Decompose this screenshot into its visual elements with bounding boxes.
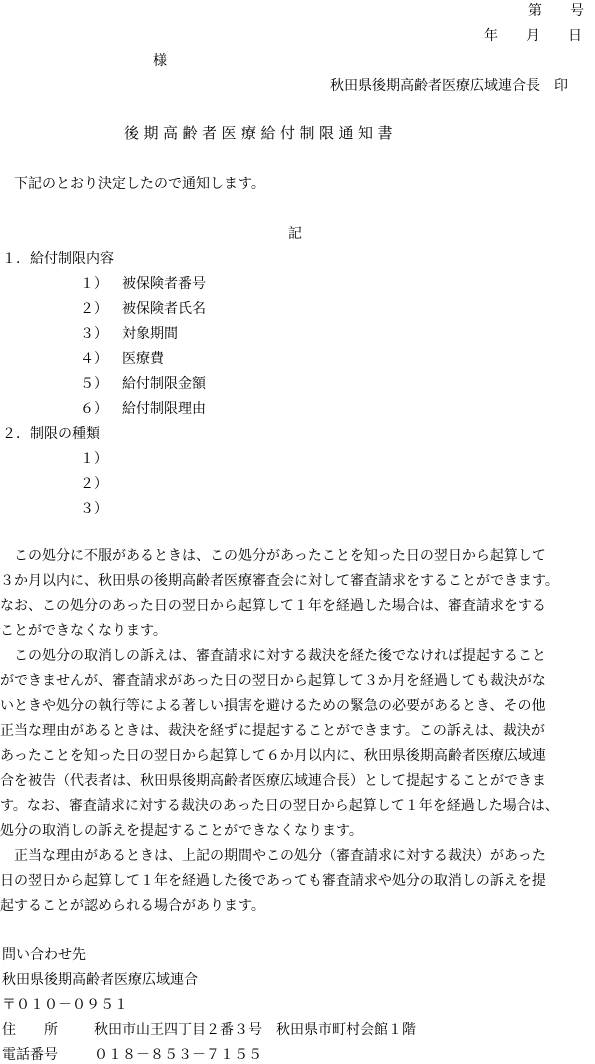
date-label: 年 月 日	[484, 28, 582, 44]
section1-item-label: 被保険者氏名	[122, 301, 206, 317]
notice-line: ことができなくなります。	[0, 623, 167, 639]
section1-item-label: 被保険者番号	[122, 276, 206, 292]
section1-item-label: 対象期間	[122, 326, 178, 342]
notice-paragraph-2	[0, 649, 595, 849]
notice-line: なお、この処分のあった日の翌日から起算して１年を経過した場合は、審査請求をする	[0, 598, 546, 614]
contact-org: 秋田県後期高齢者医療広域連合	[2, 972, 198, 988]
section2-item-num: ２）	[80, 476, 108, 492]
contact-phone-label: 電話番号	[2, 1047, 58, 1063]
recipient-honorific: 様	[153, 53, 167, 69]
section2-heading: ２．制限の種類	[2, 426, 100, 442]
document-number-label: 第 号	[528, 3, 584, 19]
notice-line: あったことを知った日の翌日から起算して６か月以内に、秋田県後期高齢者医療広域連	[0, 748, 546, 764]
ki-label: 記	[288, 226, 302, 242]
section2-item-num: １）	[80, 451, 108, 467]
intro-text: 下記のとおり決定したので通知します。	[14, 176, 265, 192]
section1-item-num: ６）	[80, 401, 108, 417]
notice-line: 日の翌日から起算して１年を経過した後であっても審査請求や処分の取消しの訴えを提	[0, 873, 546, 889]
section1-item-label: 医療費	[122, 351, 164, 367]
contact-heading: 問い合わせ先	[2, 947, 86, 963]
sender-name: 秋田県後期高齢者医療広域連合長 印	[330, 78, 568, 94]
notice-line: 起することが認められる場合があります。	[0, 898, 265, 914]
notice-line: この処分に不服があるときは、この処分があったことを知った日の翌日から起算して	[0, 548, 546, 564]
notice-line: いときや処分の執行等による著しい損害を避けるための緊急の必要があるとき、その他	[0, 698, 546, 714]
section1-item-num: ５）	[80, 376, 108, 392]
section1-item-num: ４）	[80, 351, 108, 367]
section1-item-num: １）	[80, 276, 108, 292]
notice-line: 正当な理由があるときは、上記の期間やこの処分（審査請求に対する裁決）があった	[0, 848, 546, 864]
section1-item-label: 給付制限金額	[122, 376, 206, 392]
notice-line: 処分の取消しの訴えを提起することができなくなります。	[0, 823, 363, 839]
contact-address-value: 秋田市山王四丁目２番３号 秋田県市町村会館１階	[94, 1022, 416, 1038]
notice-line: 正当な理由があるときは、裁決を経ずに提起することができます。この訴えは、裁決が	[0, 723, 545, 739]
contact-address-label: 住 所	[2, 1022, 58, 1038]
notice-paragraph-3	[0, 849, 595, 924]
section1-item-num: ３）	[80, 326, 108, 342]
section1-item-num: ２）	[80, 301, 108, 317]
notice-line: ができませんが、審査請求があった日の翌日から起算して３か月を経過しても裁決がな	[0, 673, 546, 689]
notice-line: ３か月以内に、秋田県の後期高齢者医療審査会に対して審査請求をすることができます。	[0, 573, 559, 589]
notice-line: す。なお、審査請求に対する裁決のあった日の翌日から起算して１年を経過した場合は、	[0, 798, 559, 814]
contact-phone-value: ０１８－８５３－７１５５	[94, 1047, 262, 1063]
contact-postal-code: 〒０１０－０９５１	[2, 997, 128, 1013]
notice-paragraph-1	[0, 549, 595, 649]
document-title: 後期高齢者医療給付制限通知書	[124, 124, 398, 142]
section1-heading: １．給付制限内容	[2, 251, 114, 267]
section1-item-label: 給付制限理由	[122, 401, 206, 417]
section2-item-num: ３）	[80, 501, 108, 517]
notice-line: この処分の取消しの訴えは、審査請求に対する裁決を経た後でなければ提起すること	[0, 648, 546, 664]
notice-line: 合を被告（代表者は、秋田県後期高齢者医療広域連合長）として提起することができま	[0, 773, 546, 789]
